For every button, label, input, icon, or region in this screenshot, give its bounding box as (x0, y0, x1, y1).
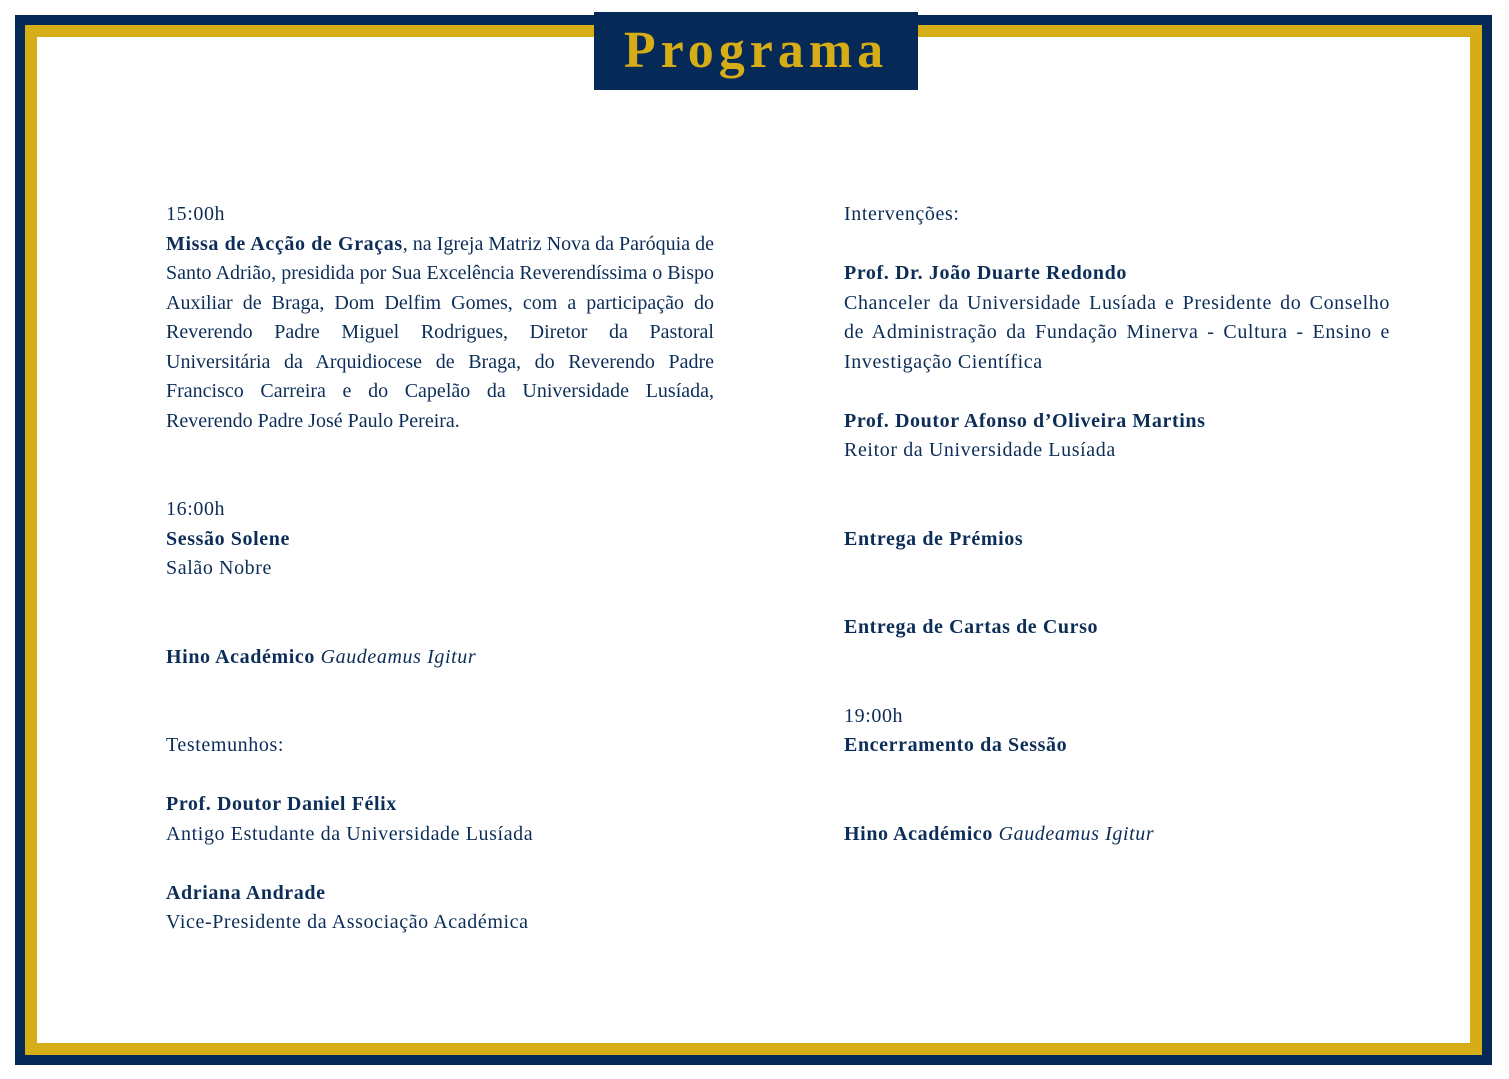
title-banner (594, 12, 918, 90)
hino-right (844, 820, 1390, 850)
testemunho-role: Antigo Estudante da Universidade Lusíada (166, 822, 534, 845)
intervencoes-heading: Intervenções: (844, 203, 960, 225)
entrega-premios: Entrega de Prémios (844, 527, 1024, 550)
right-column (844, 200, 1390, 849)
intervencao-role: Chanceler da Universidade Lusíada e Presidente do Conselho de Administração da Fundação Minerva - Cultura - Ensino e Investigação Científica (844, 291, 1390, 373)
hino-left-name: Gaudeamus Igitur (320, 645, 477, 668)
hino-right-name: Gaudeamus Igitur (998, 822, 1155, 845)
hino-left (166, 643, 714, 673)
intervencao-name: Prof. Doutor Afonso d’Oliveira Martins (844, 409, 1206, 432)
missa-title: Missa de Acção de Graças (166, 232, 403, 255)
encerramento-title: Encerramento da Sessão (844, 734, 1068, 756)
hino-left-label: Hino Académico (166, 645, 315, 668)
left-column (166, 200, 714, 938)
intervencao-role: Reitor da Universidade Lusíada (844, 439, 1116, 461)
page-title: Programa (623, 22, 889, 79)
testemunho-role: Vice-Presidente da Associação Académica (166, 911, 529, 933)
missa-description (166, 230, 714, 437)
sessao-time: 16:00h (166, 498, 226, 520)
missa-text: , na Igreja Matriz Nova da Paróquia de Santo Adrião, presidida por Sua Excelência Reverendíssima o Bispo Auxiliar de Braga, Dom Delfim Gomes, com a participação do Reverendo Padre Miguel Rodrigues, Diretor da Pastoral Universitária da Arquidiocese de Braga, do Reverendo Padre Francisco Carreira e do Capelão da Universidade Lusíada, Reverendo Padre José Paulo Pereira. (166, 232, 714, 432)
missa-time: 15:00h (166, 203, 226, 225)
entrega-cartas: Entrega de Cartas de Curso (844, 616, 1099, 638)
sessao-place: Salão Nobre (166, 557, 273, 579)
sessao-title: Sessão Solene (166, 527, 290, 550)
testemunho-name: Prof. Doutor Daniel Félix (166, 793, 397, 815)
encerramento-time: 19:00h (844, 704, 904, 727)
testemunho-name: Adriana Andrade (166, 881, 326, 904)
hino-right-label: Hino Académico (844, 822, 993, 845)
intervencao-name: Prof. Dr. João Duarte Redondo (844, 262, 1127, 284)
testemunhos-heading: Testemunhos: (166, 734, 285, 756)
